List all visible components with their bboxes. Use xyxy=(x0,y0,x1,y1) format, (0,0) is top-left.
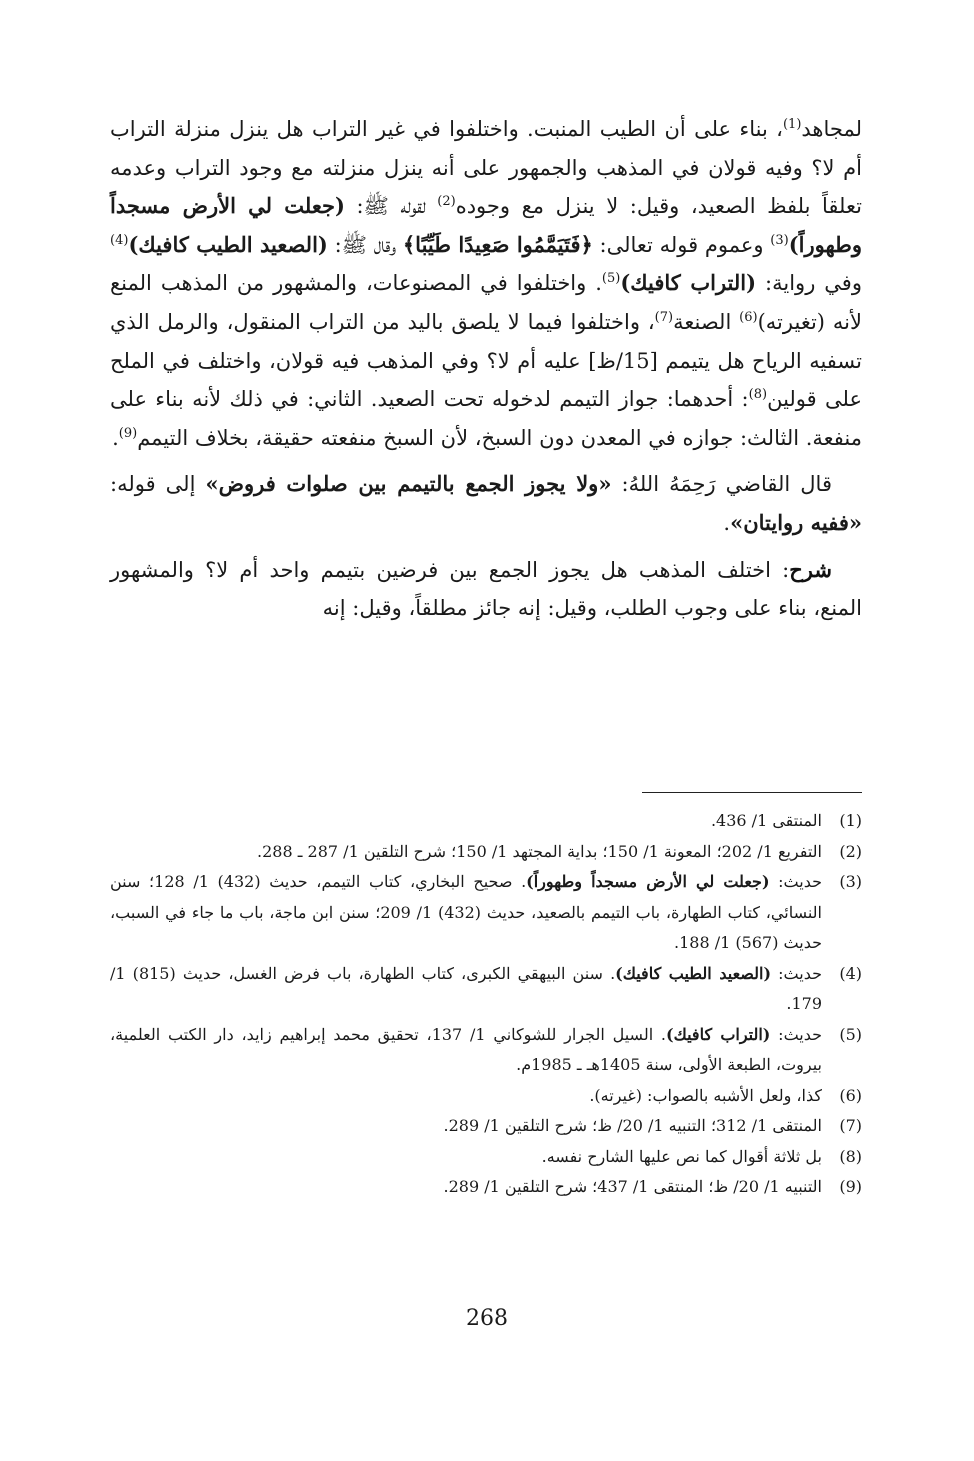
footnote-number: (3) xyxy=(839,872,862,891)
footnote-text: كذا، ولعل الأشبه بالصواب: (غيرته). xyxy=(589,1085,822,1105)
footnote-text xyxy=(110,1020,822,1081)
text-run: ، واختلفوا فيما لا يلصق باليد من التراب المنقول، والرمل الذي تسفيه الرياح هل يتيمم [15/ظ] عليه أم لا؟ وفي المذهب فيه قولان، واختلف في الملح على قولين xyxy=(110,309,862,412)
footnote-5 xyxy=(110,1020,862,1081)
text-run: وعموم قوله تعالى: xyxy=(592,232,771,257)
footnote-number: (4) xyxy=(839,963,862,983)
footnote-number: (2) xyxy=(839,841,862,861)
page-number: 268 xyxy=(466,1306,508,1331)
footnote-3 xyxy=(110,867,862,959)
text-run: : أحدهما: جواز التيمم لدخوله تحت الصعيد. الثاني: في ذلك لأنه بناء على منفعة. الثالث: جوازه في المعدن دون السبخ، لأن السبخ منفعته حقيقة، بخلاف التيمم xyxy=(110,387,862,450)
footnote-number: (9) xyxy=(839,1177,862,1196)
hadith-quote: (التراب كافيك) xyxy=(620,270,757,296)
paragraph-3 xyxy=(110,551,862,628)
text-run: حديث: xyxy=(769,872,822,891)
footnote-number: (7) xyxy=(839,1116,862,1135)
footnote-number: (8) xyxy=(839,1146,862,1166)
footnote-text: بل ثلاثة أقوال كما نص عليها الشارح نفسه. xyxy=(541,1146,822,1166)
matn-quote: «ولا يجوز الجمع بالتيمم بين صلوات فروض» xyxy=(205,471,612,497)
footnotes xyxy=(110,806,862,1203)
main-text xyxy=(110,110,862,628)
hadith-quote: (جعلت لي الأرض مسجداً وطهوراً) xyxy=(526,872,770,891)
matn-quote: «ففيه روايتان» xyxy=(730,509,862,535)
text-run: . السيل الجرار للشوكاني 1/ 137، تحقيق محمد إبراهيم زايد، دار الكتب العلمية، بيروت، الطبعة الأولى، سنة 1405هـ ـ 1985م. xyxy=(110,1024,822,1074)
text-run: . صحيح البخاري، كتاب التيمم، حديث (432) 1/ 128؛ سنن النسائي، كتاب الطهارة، باب التيمم بالصعيد، حديث (432) 1/ 209؛ سنن ابن ماجة، باب ما جاء في السبب، حديث (567) 1/ 188. xyxy=(110,872,823,952)
commentary-lead: شرح xyxy=(789,556,832,582)
footnote-ref-3[interactable]: (3) xyxy=(770,232,789,248)
footnote-ref-6[interactable]: (6) xyxy=(739,309,758,325)
text-run: . xyxy=(112,425,119,450)
text-run: لقوله ﷺ: xyxy=(344,194,438,219)
text-run: . سنن البيهقي الكبرى، كتاب الطهارة، باب فرض الغسل، حديث (815) 1/ 179. xyxy=(110,963,822,1013)
footnote-ref-9[interactable]: (9) xyxy=(118,425,138,441)
footnote-number: (5) xyxy=(839,1024,862,1044)
footnote-8 xyxy=(110,1142,862,1173)
footnote-ref-4[interactable]: (4) xyxy=(110,232,129,248)
hadith-quote: (جعلت لي الأرض مسجداً وطهوراً) xyxy=(110,193,862,257)
footnote-separator xyxy=(642,792,862,793)
text-run: حديث: xyxy=(771,963,823,983)
footnote-ref-1[interactable]: (1) xyxy=(782,117,802,132)
paragraph-2 xyxy=(110,465,862,542)
footnote-text: التفريع 1/ 202؛ المعونة 1/ 150؛ بداية المجتهد 1/ 150؛ شرح التلقين 1/ 287 ـ 288. xyxy=(257,841,822,861)
text-run: لمجاهد xyxy=(801,117,862,141)
text-run: ، بناء على أن الطيب المنبت. واختلفوا في غير التراب هل ينزل منزلة التراب أم لا؟ وفيه قولان في المذهب والجمهور على أنه ينزل منزلته مع وجود التراب وعدمه تعلقاً بلفظ الصعيد، وقيل: لا ينزل مع وجوده xyxy=(110,117,862,219)
footnote-1 xyxy=(110,806,862,837)
text-run: وقال ﷺ: xyxy=(327,232,403,257)
hadith-quote: (الصعيد الطيب كافيك) xyxy=(128,231,328,257)
quran-quote: ﴿فَتَيَمَّمُوا صَعِيدًا طَيِّبًا﴾ xyxy=(402,231,593,257)
text-run: : اختلف المذهب هل يجوز الجمع بين فرضين بتيمم واحد أم لا؟ والمشهور المنع، بناء على وجوب الطلب، وقيل: إنه جائز مطلقاً، وقيل: إنه xyxy=(110,557,862,621)
footnote-text xyxy=(110,959,822,1020)
text-run: حديث: xyxy=(770,1024,823,1044)
footnote-4 xyxy=(110,959,862,1020)
footnote-text: المنتقى 1/ 312؛ التنبيه 1/ 20/ ظ؛ شرح التلقين 1/ 289. xyxy=(443,1116,822,1135)
footnote-ref-8[interactable]: (8) xyxy=(748,387,768,403)
text-run: إلى قوله: xyxy=(110,472,206,497)
hadith-quote: (التراب كافيك) xyxy=(666,1024,771,1044)
footnote-number: (1) xyxy=(839,811,862,830)
footnote-9 xyxy=(110,1172,862,1203)
text-run: وفي رواية: xyxy=(756,271,862,296)
text-run: قال القاضي رَحِمَهُ اللهُ: xyxy=(611,472,832,497)
footnote-ref-7[interactable]: (7) xyxy=(654,309,674,325)
footnote-text: المنتقى 1/ 436. xyxy=(710,811,822,830)
footnote-text xyxy=(110,867,822,959)
footnote-text: التنبيه 1/ 20/ ظ؛ المنتقى 1/ 437؛ شرح التلقين 1/ 289. xyxy=(443,1177,822,1196)
footnote-6 xyxy=(110,1081,862,1112)
footnote-ref-5[interactable]: (5) xyxy=(601,271,621,287)
text-run: . واختلفوا في المصنوعات، والمشهور من المذهب المنع لأنه (تغيرته) xyxy=(110,271,862,334)
footnote-7 xyxy=(110,1111,862,1142)
footnote-2 xyxy=(110,837,862,868)
hadith-quote: (الصعيد الطيب كافيك) xyxy=(615,963,772,983)
footnote-number: (6) xyxy=(839,1085,862,1105)
footnote-ref-2[interactable]: (2) xyxy=(437,194,456,210)
text-run: . xyxy=(723,510,731,535)
paragraph-1 xyxy=(110,110,862,457)
text-run: الصنعة xyxy=(673,309,740,334)
